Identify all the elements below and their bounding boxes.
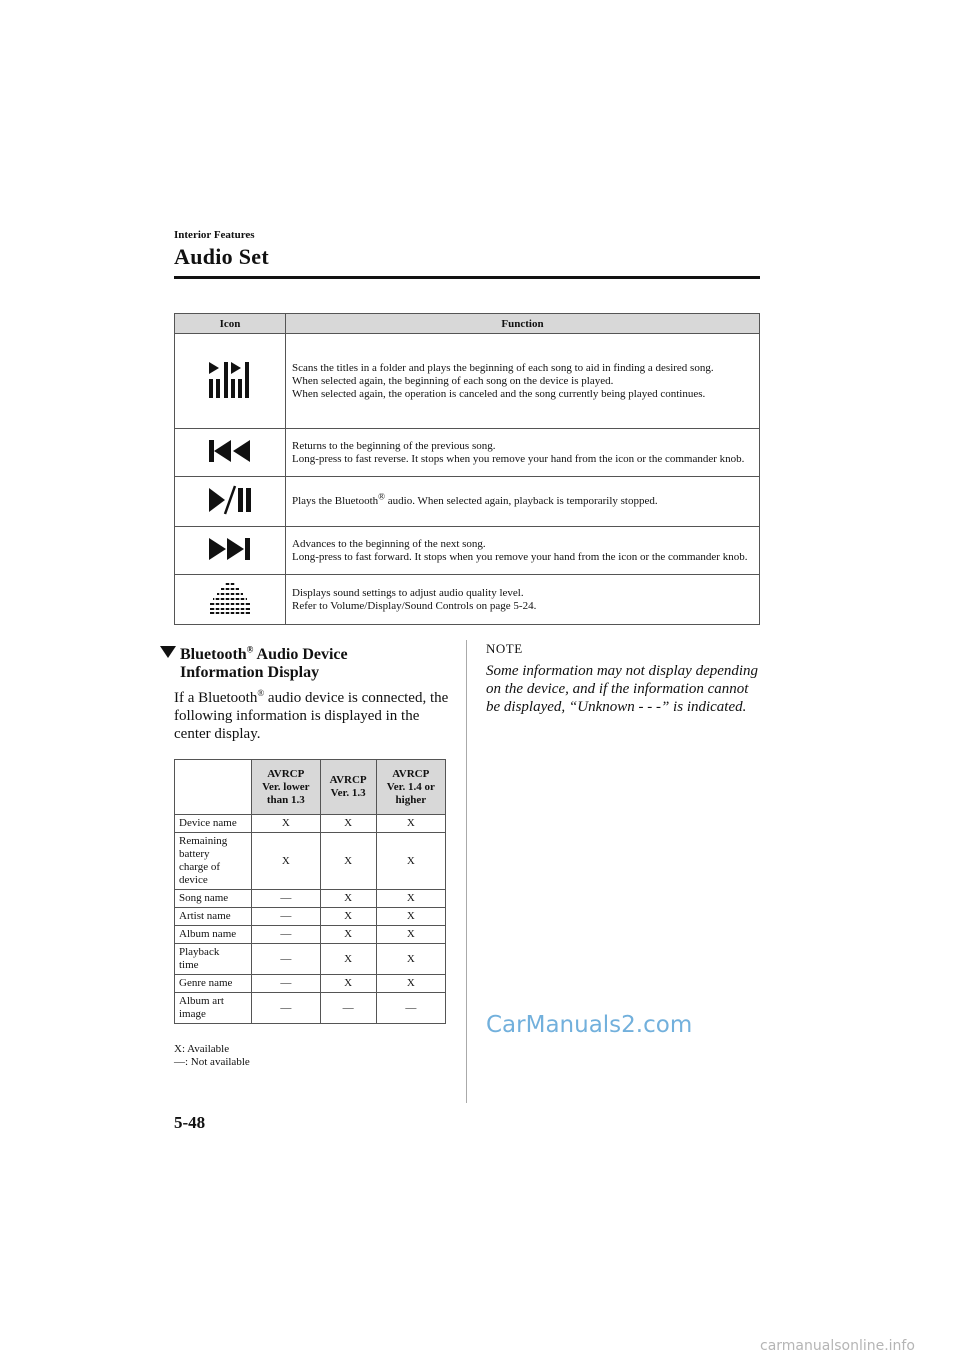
- function-text: When selected again, the operation is canceled and the song currently being played continues.: [292, 387, 706, 400]
- table-cell: —: [252, 975, 321, 993]
- previous-track-icon: [207, 439, 253, 463]
- note-text: Some information may not display depending on the device, and if the information cannot be displayed, “Unknown - - -” is indicated.: [486, 663, 759, 715]
- table-cell: X: [320, 815, 376, 833]
- table-row: [175, 908, 446, 926]
- table-cell: X: [252, 815, 321, 833]
- table-cell: —: [252, 993, 321, 1024]
- table-cell: —: [252, 890, 321, 908]
- page-title: Audio Set: [174, 244, 269, 269]
- blank-header: [175, 760, 252, 815]
- table-cell: X: [320, 975, 376, 993]
- row-label: Device name: [175, 815, 252, 833]
- function-column-header: Function: [286, 314, 760, 334]
- table-cell: X: [320, 890, 376, 908]
- table-row: [175, 993, 446, 1024]
- function-text: When selected again, the beginning of each song on the device is played.: [292, 374, 614, 387]
- row-label: Artist name: [175, 908, 252, 926]
- table-cell: X: [376, 944, 445, 975]
- table-row: [175, 944, 446, 975]
- play-pause-icon: [207, 485, 253, 515]
- title-divider: [174, 276, 760, 279]
- section-label: Interior Features: [174, 229, 255, 241]
- legend-not-available: —: Not available: [174, 1056, 250, 1068]
- row-label: Playback time: [175, 944, 252, 975]
- triangle-marker-icon: [160, 646, 176, 658]
- function-text: Refer to Volume/Display/Sound Controls on page 5-24.: [292, 599, 537, 612]
- table-cell: X: [376, 926, 445, 944]
- table-cell: X: [376, 815, 445, 833]
- table-header-row: [175, 760, 446, 815]
- table-row: [175, 575, 760, 625]
- footer-watermark: carmanualsonline.info: [760, 1338, 915, 1354]
- table-cell: X: [376, 833, 445, 890]
- table-cell: X: [376, 908, 445, 926]
- table-cell: —: [376, 993, 445, 1024]
- scan-icon: [207, 360, 253, 398]
- table-row: [175, 890, 446, 908]
- next-track-icon: [207, 537, 253, 561]
- row-label: Song name: [175, 890, 252, 908]
- function-text: Long-press to fast reverse. It stops when you remove your hand from the icon or the commander knob.: [292, 452, 745, 465]
- section-heading: Bluetooth® Audio Device Information Display: [160, 646, 348, 682]
- table-cell: X: [320, 908, 376, 926]
- table-cell: X: [320, 833, 376, 890]
- table-cell: X: [320, 944, 376, 975]
- legend-available: X: Available: [174, 1043, 230, 1055]
- function-text: Plays the Bluetooth® audio. When selected again, playback is temporarily stopped.: [292, 491, 658, 507]
- table-row: [175, 926, 446, 944]
- table-legend: [174, 1043, 250, 1069]
- row-label: Remaining battery charge of device: [175, 833, 252, 890]
- table-header-row: [175, 314, 760, 334]
- table-row: [175, 833, 446, 890]
- body-paragraph: If a Bluetooth® audio device is connected, the following information is displayed in the center display.: [174, 688, 449, 742]
- row-label: Album art image: [175, 993, 252, 1024]
- table-cell: —: [320, 993, 376, 1024]
- note-title: NOTE: [486, 641, 523, 656]
- avrcp-14-header: AVRCP Ver. 1.4 or higher: [376, 760, 445, 815]
- table-row: [175, 429, 760, 477]
- sound-settings-icon: [208, 582, 252, 614]
- row-label: Album name: [175, 926, 252, 944]
- table-cell: —: [252, 944, 321, 975]
- icon-column-header: Icon: [175, 314, 286, 334]
- table-cell: X: [252, 833, 321, 890]
- row-label: Genre name: [175, 975, 252, 993]
- function-text: Returns to the beginning of the previous song.: [292, 439, 496, 452]
- icon-function-table: [174, 313, 760, 625]
- table-row: [175, 975, 446, 993]
- avrcp-info-table: [174, 759, 446, 1024]
- column-divider: [466, 640, 467, 1103]
- table-cell: X: [320, 926, 376, 944]
- table-row: [175, 527, 760, 575]
- table-cell: X: [376, 975, 445, 993]
- avrcp-lower-header: AVRCP Ver. lower than 1.3: [252, 760, 321, 815]
- watermark-logo: CarManuals2.com: [486, 1012, 693, 1038]
- table-row: [175, 815, 446, 833]
- function-text: Scans the titles in a folder and plays the beginning of each song to aid in finding a desired song.: [292, 361, 714, 374]
- table-row: [175, 334, 760, 429]
- table-row: [175, 477, 760, 527]
- avrcp-13-header: AVRCP Ver. 1.3: [320, 760, 376, 815]
- function-text: Advances to the beginning of the next song.: [292, 537, 486, 550]
- page-number: 5-48: [174, 1113, 206, 1132]
- table-cell: —: [252, 908, 321, 926]
- table-cell: X: [376, 890, 445, 908]
- function-text: Long-press to fast forward. It stops when you remove your hand from the icon or the commander knob.: [292, 550, 748, 563]
- function-text: Displays sound settings to adjust audio quality level.: [292, 586, 524, 599]
- table-cell: —: [252, 926, 321, 944]
